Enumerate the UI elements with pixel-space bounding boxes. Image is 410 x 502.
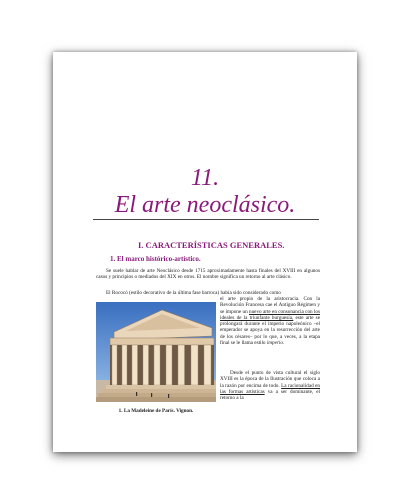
paragraph-revolution-part-e: . xyxy=(282,340,285,347)
paragraph-ilustracion-part-a: Desde el punto de vista cultural el siglo XVIII es la época de la Ilustración que coloca a la razón por encima de todo. xyxy=(220,370,320,389)
paragraph-revolution-part-c: este arte se prolongará durante el imperio napoleónico –el emperador se apoya en la resurrección del arte de los césares– por lo que, a veces, a la etapa final se le llama estilo xyxy=(220,314,320,347)
paragraph-intro-text: Se suele hablar de arte Neoclásico desde 1715 aproximadamente hasta finales del XVIII en algunos casos y principios o mediados del XIX en otros. El nombre significa un retorno al arte clásico. xyxy=(96,268,320,281)
paragraph-rococo-text: El Rococó (estilo decorativo de la última fase barroca) había sido considerado como xyxy=(106,290,281,296)
paragraph-intro xyxy=(96,268,320,281)
paragraph-ilustracion-part-c: va a ser dominante, el retorno a la xyxy=(220,388,321,402)
section-heading: I. CARACTERÍSTICAS GENERALES. xyxy=(138,240,285,250)
underlined-phrase-burguesia: nuevo arte en consonancia con los ideales de la triunfante burguesía, xyxy=(220,308,320,321)
madeleine-photo xyxy=(96,302,216,402)
chapter-title: El arte neoclásico. xyxy=(114,192,296,218)
chapter-number: 11. xyxy=(190,165,220,191)
italic-term-imperio: imperio xyxy=(266,340,283,347)
underlined-phrase-racionalidad: La racionalidad en las formas artísticas xyxy=(220,382,320,395)
subsection-heading: 1. El marco histórico-artístico. xyxy=(110,255,201,263)
temple-illustration xyxy=(96,302,216,402)
paragraph-ilustracion xyxy=(220,370,320,401)
document-page xyxy=(53,52,357,452)
paragraph-revolution xyxy=(220,296,320,346)
title-rule xyxy=(93,219,319,220)
paragraph-revolution-part-a: el arte propio de la aristocracia. Con la Revolución Francesa cae el Antiguo Régimen y se impone un xyxy=(220,296,320,315)
figure-caption: 1. La Madeleine de París. Vignon. xyxy=(118,408,194,414)
